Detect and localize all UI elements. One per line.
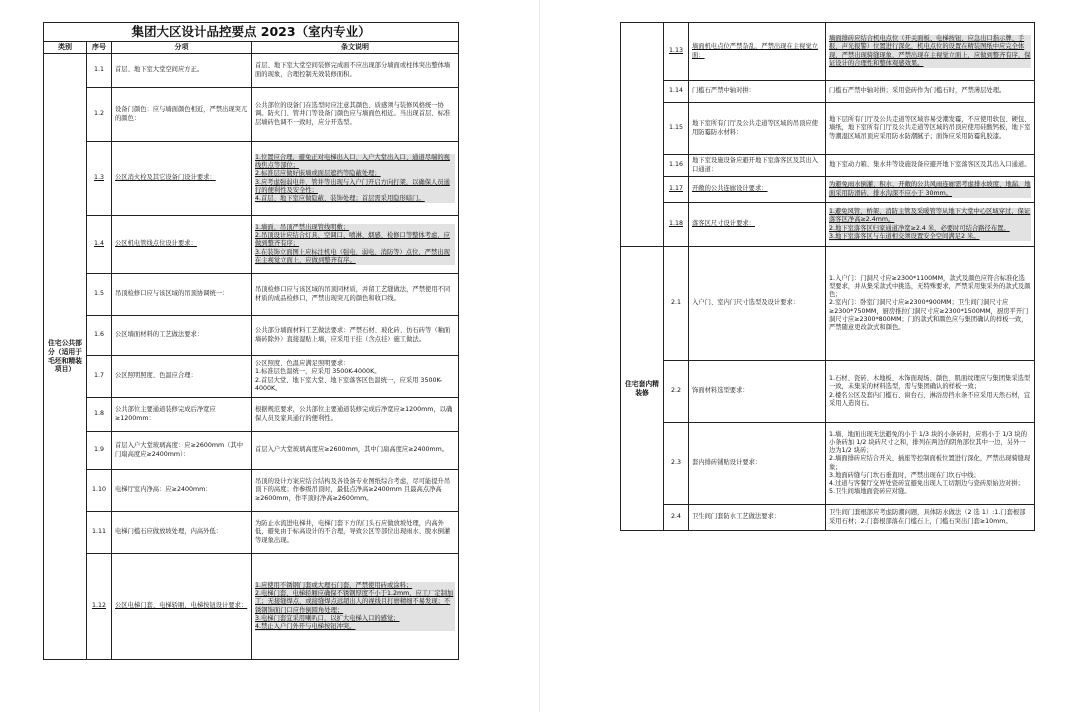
row-item: 门槛石严禁中轴对拼：	[689, 81, 826, 103]
spec-table-page-1	[43, 22, 459, 660]
description-line: 首层入户大堂玻璃高度应≥2600mm，其中门扇高度应≥2400mm。	[255, 446, 449, 454]
description-line: 公共部分墙面材料工艺做法要求：严禁石材、玻化砖、仿石砖等（釉面墙砖除外）直接湿贴上墙，应采用干挂（含点挂）施工做法。	[255, 327, 451, 343]
row-description	[252, 432, 459, 470]
row-item: 卫生间门套防水工艺做法要求：	[689, 505, 826, 531]
row-description	[252, 274, 459, 316]
row-number: 2.1	[664, 247, 689, 361]
row-item: 公区消火栓及其它设备门设计要求：	[112, 142, 252, 216]
table-row	[621, 505, 1035, 531]
viewer-page-gap	[539, 0, 540, 712]
row-item: 公区电梯门套、电梯轿厢、电梯按钮设计要求：	[112, 554, 252, 660]
row-item: 公共部位主要通道装修完成后净宽应≥1200mm：	[112, 398, 252, 432]
description-line: 卫生间门套根部应考虑防潮问题，具体防水做法（2 选 1）:1.门套根部采用石材；2.门套根部落在门槛石上，门槛石突出门套≥10mm。	[829, 509, 1026, 525]
row-number: 1.8	[87, 398, 112, 432]
description-line: 3.地面砖缝与门坎石垂直时，严禁出现在门坎石中线；	[829, 471, 980, 479]
description-line: 2.楼名公区及套内门槛石、窗台石、淋浴房挡水条不应采用天然石材，宜采用人造岗石。	[829, 391, 1031, 407]
description-line: 为避免雨水倒灌、积水，开敞的公共风雨连廊需考虑排水坡度、地漏，地面采用防滑砖，排水沟深不应小于 30mm。	[829, 181, 1031, 197]
row-number: 1.15	[664, 103, 689, 155]
header-number: 序号	[87, 42, 112, 54]
row-description	[252, 554, 459, 660]
description-line: 3.在装饰立面图上应标注机电（强电、弱电、消防等）点位，严禁出现在主视觉立面上，应做到整齐有序。	[255, 249, 455, 265]
row-description	[826, 247, 1035, 361]
row-description	[252, 216, 459, 274]
row-number: 1.13	[664, 23, 689, 81]
table-row	[621, 23, 1035, 81]
description-line: 地下室动力箱、集水井等设施设备应避开地下室落客区及其出入口通道。	[829, 161, 1031, 169]
description-line: 1.标准层色温统一，应采用 3500K-4000K。	[255, 368, 381, 376]
row-item: 吊顶检修口应与该区域的吊顶协调统一：	[112, 274, 252, 316]
row-number: 1.4	[87, 216, 112, 274]
table-row	[44, 356, 459, 398]
row-number: 1.10	[87, 470, 112, 512]
row-description	[252, 356, 459, 398]
row-description	[252, 512, 459, 554]
description-line: 1.应使用不锈钢门套或大理石门套，严禁使用砖或涂料；	[255, 582, 455, 590]
row-description	[826, 23, 1035, 81]
description-line: 3.应考虑强弱电井、管井等出现与入户门开启方向打架，以确保人员通行的便利性及安全性；	[255, 179, 455, 195]
description-line: 首层、地下室大堂空间装修完成面不应出现部分墙面或柱体突出整体墙面的现象，合理控制无效装修面积。	[255, 62, 451, 78]
row-number: 1.2	[87, 88, 112, 142]
description-line: 1.石材、瓷砖、木地板、木饰面现场、颜色、肌面纹理应与集团集采选型一致，未集采的材料选型，需与集团确认的样板一致；	[829, 375, 1031, 391]
row-item: 电梯门槛石应做放坡处理，内高外低：	[112, 512, 252, 554]
row-number: 1.17	[664, 177, 689, 203]
row-number: 2.2	[664, 361, 689, 423]
document-page-1	[43, 22, 458, 693]
row-description	[826, 203, 1035, 247]
row-description	[252, 398, 459, 432]
row-description	[826, 81, 1035, 103]
table-row	[44, 274, 459, 316]
table-row	[621, 81, 1035, 103]
description-line: 门槛石严禁中轴对拼；采用瓷砖作为门槛石时，严禁薄层处理。	[829, 87, 1006, 95]
row-item: 设备门颜色：应与墙面颜色相近，严禁出现突兀的颜色：	[112, 88, 252, 142]
table-row	[44, 54, 459, 88]
document-page-2	[620, 22, 1034, 693]
category-public-continued-cell	[621, 23, 664, 247]
row-description	[826, 505, 1035, 531]
description-line: 2.标准层应做好嵌墙或面层遮挡等隐蔽处理；	[255, 170, 455, 178]
category-public-cell: 住宅公共部分（适用于毛坯和精装项目）	[44, 54, 87, 660]
row-number: 1.11	[87, 512, 112, 554]
table-row	[621, 177, 1035, 203]
description-line: 2.电梯门套、电梯轿厢应确保不锈钢厚度不小于1.2mm，应工厂定制加工；无接缝焊点，或接缝焊点远超出人的视线且打磨精细不易发现；不锈钢饰面门口应作倒圆角处理；	[255, 590, 454, 614]
header-category: 类别	[44, 42, 87, 54]
row-number: 1.1	[87, 54, 112, 88]
description-line: 5.卫生间墙地面瓷砖应对缝。	[829, 488, 911, 496]
header-item: 分项	[112, 42, 252, 54]
description-line: 2.首层大堂、地下室大堂、地下室落客区色温统一，应采用 3500K-4000K。	[255, 376, 443, 392]
row-description	[252, 316, 459, 356]
description-line: 吊顶检修口应与该区域的吊顶同材质，并留工艺缝做法，严禁使用不同材质的成品检修口，严禁出现突兀的颜色和收口线。	[255, 286, 451, 302]
table-row	[44, 88, 459, 142]
row-number: 1.5	[87, 274, 112, 316]
description-line: 3.电梯门套宜采用喇叭口，以扩大电梯入口的感觉；	[255, 615, 455, 623]
table-row	[44, 216, 459, 274]
description-line: 为防止水流进电梯井，电梯门套下方的门头石应做放坡处理，内高外低，避免由于标高设计的不合理，导致公区等部位出现雨水、脱水倒灌等现象出现。	[255, 520, 451, 544]
description-line: 根据规范要求，公共部位主要通道装修完成后净宽应≥1200mm，以确保人员及家具通行的便利性。	[255, 406, 453, 422]
row-number: 2.3	[664, 423, 689, 505]
table-row	[621, 203, 1035, 247]
header-description: 条文说明	[252, 42, 459, 54]
table-row	[44, 432, 459, 470]
row-description	[826, 423, 1035, 505]
document-title: 集团大区设计品控要点 2023（室内专业）	[44, 23, 459, 42]
description-line: 4.首层、地下室应做隐蔽、装饰处理；首层需采用隐形暗门。	[255, 195, 455, 203]
spec-table-page-2	[620, 22, 1035, 531]
row-item: 墙面机电点位严禁杂乱，严禁出现在主视觉立面：	[689, 23, 826, 81]
description-line: 吊顶的设计方案应结合结构及各设备专业图纸综合考虑，尽可能提升吊顶下的高度；作参级吊顶时，最低点净高≥2400mm 且最高点净高≥2600mm，作平顶时净高≥2600mm。	[255, 478, 451, 502]
row-item: 首层、地下室大堂空间应方正。	[112, 54, 252, 88]
row-item: 落客区尺寸设计要求：	[689, 203, 826, 247]
table-row	[44, 142, 459, 216]
description-line: 1.位置应合理，避免正对电梯出入口、入户大堂出入口、通道尽端的视线焦点等部位；	[255, 154, 455, 170]
row-description	[826, 155, 1035, 177]
description-line: 墙面排砖应结合机电点位（开关面板、电梯按钮、应急出口指示牌、手报、声光报警）位置进行深化，机电点位的设置在精装图纸中应完全体现，严禁出现骑缝现象，严禁出现在主视觉立面上，应做到整齐有序，保证设计的合理性和整体观感效果。	[829, 35, 1031, 67]
row-number: 1.18	[664, 203, 689, 247]
row-item: 入户门、室内门尺寸选型及设计要求：	[689, 247, 826, 361]
description-line: 2.墙面排砖应结合开关、插座等控制面板位置进行深化，严禁出现骑缝现象；	[829, 455, 1031, 471]
description-line: 3.地下室落客区与车道相交须设置安全空间满足2 米。	[829, 233, 1031, 241]
row-number: 2.4	[664, 505, 689, 531]
description-line: 1.避免风管、桥架、消防主管及采暖管等从地下大堂中心区域穿过，保证落客区净高≥2.4mm。	[829, 208, 1031, 224]
row-description	[826, 177, 1035, 203]
table-row	[621, 103, 1035, 155]
row-item: 开敞的公共连廊设计要求：	[689, 177, 826, 203]
description-line: 2.吊顶设计应结合灯具、空调口、喷淋、烟感、检修口等整体考虑，应做到整齐有序；	[255, 232, 455, 248]
description-line: 公区照度、色温应满足照明要求：	[255, 360, 350, 368]
table-row	[621, 155, 1035, 177]
table-row	[621, 361, 1035, 423]
row-item: 公区照明照度、色温应合理：	[112, 356, 252, 398]
row-item: 公区墙面材料的工艺做法要求：	[112, 316, 252, 356]
table-row	[621, 247, 1035, 361]
row-number: 1.6	[87, 316, 112, 356]
description-line: 2.室内门：卧室门洞尺寸应≥2300*900MM；卫生间门洞尺寸应≥2300*750MM，厨房推拉门洞尺寸应≥2300*1500MM，厨房平开门洞尺寸应≥2300*800MM；门的款式和颜色应与集团确认的样板一致，严禁随意更改款式和颜色。	[829, 299, 1029, 331]
row-number: 1.9	[87, 432, 112, 470]
row-item: 首层入户大堂玻璃高度：应≥2600mm（其中门扇高度应≥2400mm）：	[112, 432, 252, 470]
description-line: 4.禁止入户门外开与电梯按钮冲突。	[255, 623, 455, 631]
description-line: 2.地下室落客区归家通道净宽≥2.4 米，必要时可结合路径布置。	[829, 225, 1031, 233]
row-description	[252, 470, 459, 512]
row-description	[252, 54, 459, 88]
row-item: 电梯厅室内净高：应≥2400mm：	[112, 470, 252, 512]
table-row	[44, 512, 459, 554]
row-item: 公区机电管线点位设计要求：	[112, 216, 252, 274]
category-suite-cell: 住宅套内精装修	[621, 247, 664, 531]
row-description	[826, 361, 1035, 423]
table-row	[44, 470, 459, 512]
description-line: 1.入户门：门洞尺寸应≥2300*1100MM，款式及颜色应符合标准化选型要求，并从集采款式中挑选，无特殊要求，严禁采用集采外的款式及颜色；	[829, 274, 1031, 299]
row-description	[826, 103, 1035, 155]
description-line: 1.墙、地面出现无法避免的小于 1/3 块的小条砖时，应将小于 1/3 块的小条砖加 1/2 块砖尺寸之和，排列在两边的阴角部位其中一边，另外一边为1/2 块砖；	[829, 430, 1028, 455]
row-item: 饰面材料选型要求：	[689, 361, 826, 423]
table-row	[44, 316, 459, 356]
table-row	[44, 398, 459, 432]
row-item: 地下室所有门厅及公共走道等区域的吊顶应使用防霉防水材料：	[689, 103, 826, 155]
row-number: 1.14	[664, 81, 689, 103]
description-line: 地下层所有门厅及公共走道等区域容易受潮发霉，不应使用软包、硬包、墙纸，地下室所有门厅及公共走道等区域的吊顶应使用硅酸钙板，地下室等潮湿区域吊顶应采用防水防潮腻子；面饰应采用防霉乳胶漆。	[829, 116, 1031, 140]
row-number: 1.7	[87, 356, 112, 398]
row-number: 1.16	[664, 155, 689, 177]
row-number: 1.12	[87, 554, 112, 660]
row-description	[252, 142, 459, 216]
row-number: 1.3	[87, 142, 112, 216]
row-item: 地下室设施设备应避开地下室落客区及其出入口通道：	[689, 155, 826, 177]
description-line: 公共部位的设备门在选型时应注意其颜色、质感须与装修风格统一协调。防火门、管井门等设备门颜色应与墙面色相近。当出现首层、标准层墙砖色调不一致时，应分开选型。	[255, 102, 451, 126]
row-item: 套内排砖铺贴设计要求：	[689, 423, 826, 505]
description-line: 4.过道与客餐厅交界处瓷砖宜避免出现人工切割边与瓷砖原始边对拼；	[829, 479, 1024, 487]
row-description	[252, 88, 459, 142]
table-row	[44, 554, 459, 660]
table-row	[621, 423, 1035, 505]
description-line: 1.墙面、吊顶严禁出现管线明敷；	[255, 224, 455, 232]
